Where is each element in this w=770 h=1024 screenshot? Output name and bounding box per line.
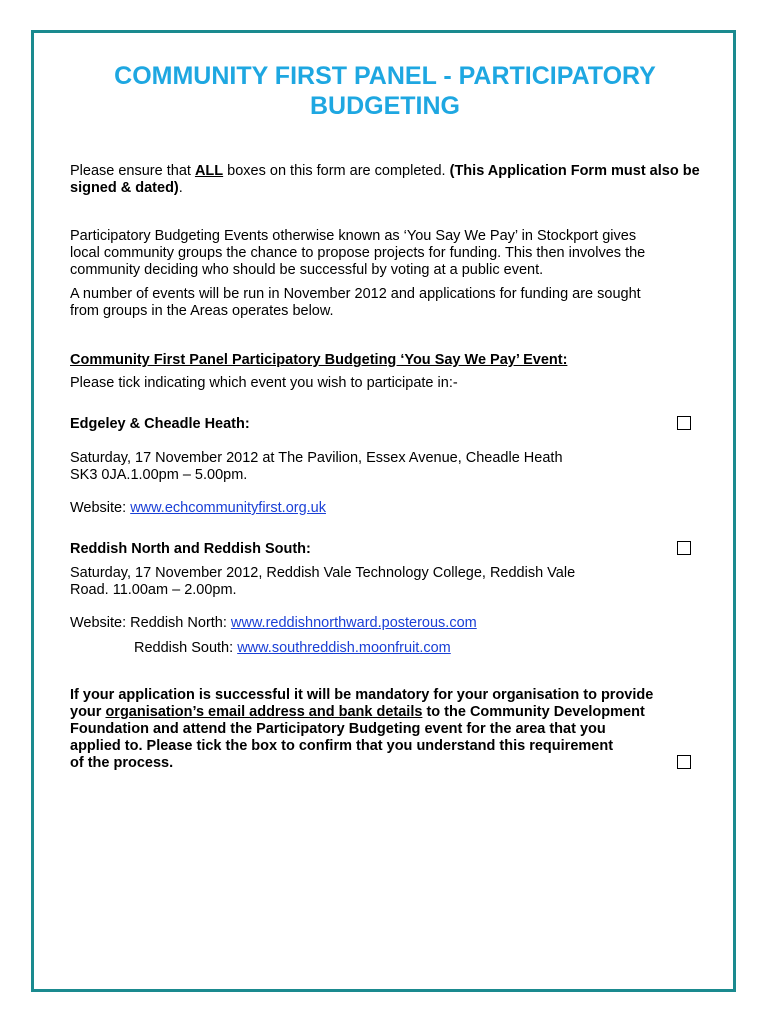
event-reddish-name: Reddish North and Reddish South:: [70, 541, 311, 557]
requirement-email-bank-emphasis: organisation’s email address and bank details: [105, 704, 423, 720]
website-label: Website:: [70, 500, 131, 516]
event-reddish-south-website: [134, 640, 694, 657]
events-line-1: A number of events will be run in November 2012 and applications for funding are sought: [70, 286, 641, 302]
intro-text-1: Please ensure that: [70, 163, 195, 179]
requirement-confirm-checkbox[interactable]: [677, 755, 691, 769]
section-heading: Community First Panel Participatory Budgeting ‘You Say We Pay’ Event:: [70, 352, 568, 368]
edgeley-website-link[interactable]: www.echcommunityfirst.org.uk: [130, 500, 326, 516]
section-instruction: Please tick indicating which event you wish to participate in:-: [70, 375, 458, 391]
event-edgeley-name: Edgeley & Cheadle Heath:: [70, 416, 250, 432]
requirement-line-3: Foundation and attend the Participatory Budgeting event for the area that you: [70, 721, 606, 737]
description-paragraph: [70, 228, 710, 279]
events-paragraph: [70, 286, 710, 320]
title-line-2: BUDGETING: [310, 92, 460, 120]
intro-all-emphasis: ALL: [194, 163, 224, 179]
reddish-north-link[interactable]: www.reddishnorthward.posterous.com: [230, 615, 477, 631]
description-line-1: Participatory Budgeting Events otherwise known as ‘You Say We Pay’ in Stockport gives: [70, 228, 637, 244]
event-edgeley-line-2: SK3 0JA.1.00pm – 5.00pm.: [70, 467, 248, 483]
intro-signed-note: (This Application Form must also be signed & dated): [70, 163, 700, 196]
title-line-1: COMMUNITY FIRST PANEL - PARTICIPATORY: [114, 62, 656, 90]
event-reddish-details: [70, 565, 710, 599]
requirement-line-2c: to the Community Development: [422, 704, 645, 720]
event-edgeley-checkbox[interactable]: [677, 416, 691, 430]
requirement-paragraph: [70, 687, 710, 772]
intro-paragraph: [70, 163, 710, 197]
event-reddish-line-1: Saturday, 17 November 2012, Reddish Vale Technology College, Reddish Vale: [70, 565, 576, 581]
event-reddish-north-website: [70, 615, 710, 632]
events-line-2: from groups in the Areas operates below.: [70, 303, 334, 319]
reddish-south-label: Reddish South:: [134, 640, 238, 656]
intro-text-5: .: [178, 180, 183, 196]
page-title: [34, 61, 736, 121]
event-edgeley-line-1: Saturday, 17 November 2012 at The Pavilion, Essex Avenue, Cheadle Heath: [70, 450, 563, 466]
event-reddish-line-2: Road. 11.00am – 2.00pm.: [70, 582, 237, 598]
reddish-south-link[interactable]: www.southreddish.moonfruit.com: [237, 640, 451, 656]
intro-text-3: boxes on this form are completed.: [223, 163, 450, 179]
event-reddish-checkbox[interactable]: [677, 541, 691, 555]
description-line-2: local community groups the chance to propose projects for funding. This then involves the: [70, 245, 646, 261]
requirement-line-2: [70, 704, 710, 721]
event-edgeley-details: [70, 450, 710, 484]
requirement-line-4: applied to. Please tick the box to confirm that you understand this requirement: [70, 738, 614, 754]
event-edgeley-website: [70, 500, 710, 517]
description-line-3: community deciding who should be successful by voting at a public event.: [70, 262, 544, 278]
reddish-north-label: Website: Reddish North:: [70, 615, 231, 631]
requirement-line-2a: your: [70, 704, 106, 720]
requirement-line-1: If your application is successful it will be mandatory for your organisation to provide: [70, 687, 654, 703]
requirement-line-5: of the process.: [70, 755, 174, 771]
